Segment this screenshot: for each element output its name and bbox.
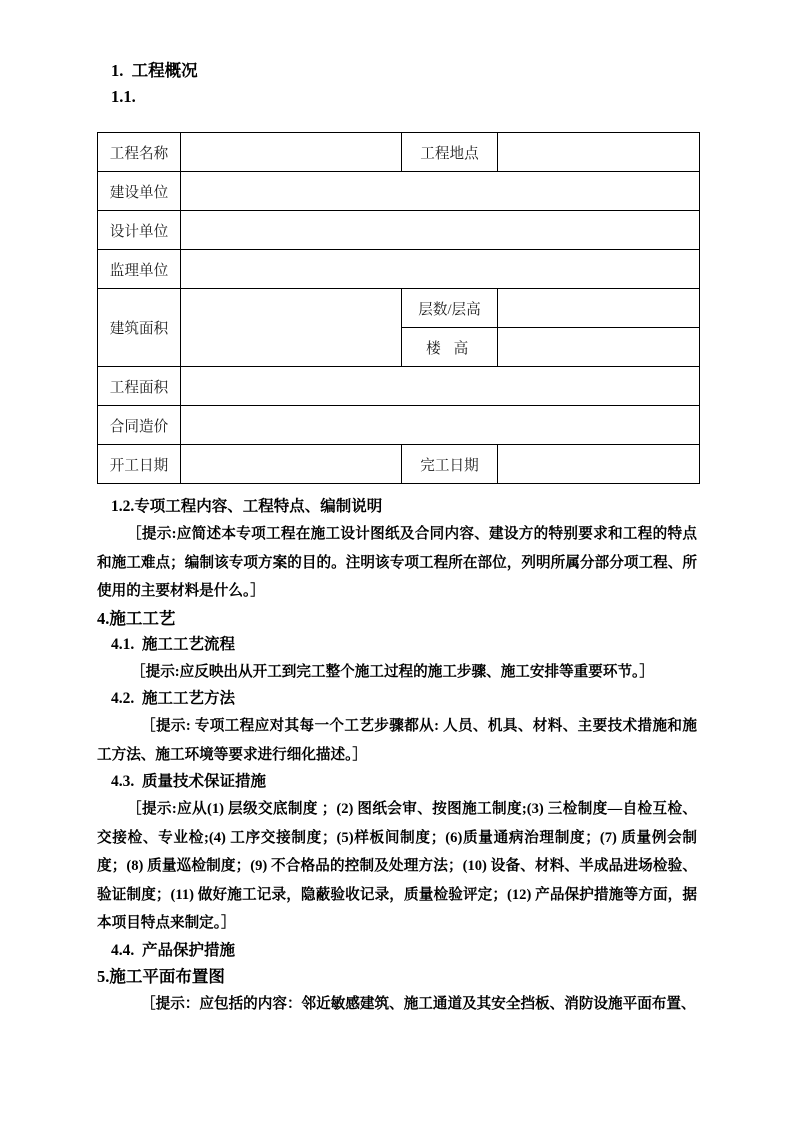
cell-label-start-date: 开工日期 — [98, 445, 181, 484]
prompt-section-5: ［提示：应包括的内容：邻近敏感建筑、施工通道及其安全挡板、消防设施平面布置、 — [141, 995, 696, 1012]
cell-label-finish-date: 完工日期 — [402, 445, 498, 484]
heading-section-4-1: 4.1. 施工工艺流程 — [111, 635, 236, 653]
cell-value-design-unit[interactable] — [181, 211, 700, 250]
cell-value-building-area[interactable] — [181, 289, 402, 367]
prompt-section-1-2: ［提示:应简述本专项工程在施工设计图纸及合同内容、建设方的特别要求和工程的特点和施工难点；编制该专项方案的目的。注明该专项工程所在部位，列明所属分部分项工程、所使用的主要材料是什么。］ — [97, 526, 697, 599]
table-row — [98, 367, 700, 406]
cell-label-building-height: 楼 高 — [402, 328, 498, 367]
cell-value-building-height[interactable] — [498, 328, 700, 367]
cell-label-construction-unit: 建设单位 — [98, 172, 181, 211]
heading-section-1: 1. 工程概况 — [111, 61, 198, 80]
cell-value-contract-price[interactable] — [181, 406, 700, 445]
cell-label-design-unit: 设计单位 — [98, 211, 181, 250]
table-row — [98, 406, 700, 445]
cell-value-supervision-unit[interactable] — [181, 250, 700, 289]
heading-section-1-2: 1.2.专项工程内容、工程特点、编制说明 — [111, 498, 383, 515]
cell-label-building-area: 建筑面积 — [98, 289, 181, 367]
table-row — [98, 289, 700, 328]
table-row — [98, 133, 700, 172]
cell-value-floors-height[interactable] — [498, 289, 700, 328]
project-info-table — [97, 132, 700, 484]
heading-section-4-2: 4.2. 施工工艺方法 — [111, 690, 236, 707]
table-row — [98, 211, 700, 250]
table-row — [98, 250, 700, 289]
cell-label-supervision-unit: 监理单位 — [98, 250, 181, 289]
cell-label-floors-height: 层数/层高 — [402, 289, 498, 328]
project-info-table-wrapper — [97, 132, 697, 484]
cell-value-project-name[interactable] — [181, 133, 402, 172]
prompt-section-4-2: ［提示: 专项工程应对其每一个工艺步骤都从: 人员、机具、材料、主要技术措施和施工方法、施工环境等要求进行细化描述。］ — [97, 718, 697, 763]
heading-section-5: 5.施工平面布置图 — [97, 966, 225, 986]
document-content — [97, 58, 697, 1018]
prompt-section-4-3: ［提示:应从(1) 层级交底制度 ；(2) 图纸会审、按图施工制度;(3) 三检制度—自检互检、交接检、专业检;(4) 工序交接制度；(5)样板间制度；(6)质量通病治理制度；(7) 质量例会制度；(8) 质量巡检制度；(9) 不合格品的控制及处理方法；(10) 设备、材料、半成品进场检验、验证制度；(11) 做好施工记录，隐蔽验收记录，质量检验评定；(12) 产品保护措施等方面，据本项目特点来制定。］ — [97, 801, 697, 931]
cell-label-project-location: 工程地点 — [402, 133, 498, 172]
cell-value-finish-date[interactable] — [498, 445, 700, 484]
cell-value-project-location[interactable] — [498, 133, 700, 172]
cell-label-project-area: 工程面积 — [98, 367, 181, 406]
prompt-section-4-1: ［提示:应反映出从开工到完工整个施工过程的施工步骤、施工安排等重要环节。］ — [131, 663, 654, 680]
cell-label-project-name: 工程名称 — [98, 133, 181, 172]
table-row — [98, 445, 700, 484]
heading-section-4-4: 4.4. 产品保护措施 — [111, 941, 236, 959]
cell-label-contract-price: 合同造价 — [98, 406, 181, 445]
heading-section-4-3: 4.3. 质量技术保证措施 — [111, 773, 267, 790]
cell-value-construction-unit[interactable] — [181, 172, 700, 211]
heading-section-1-1: 1.1. — [111, 87, 136, 106]
cell-value-start-date[interactable] — [181, 445, 402, 484]
heading-section-4: 4.施工工艺 — [97, 608, 176, 628]
table-row — [98, 172, 700, 211]
cell-value-project-area[interactable] — [181, 367, 700, 406]
